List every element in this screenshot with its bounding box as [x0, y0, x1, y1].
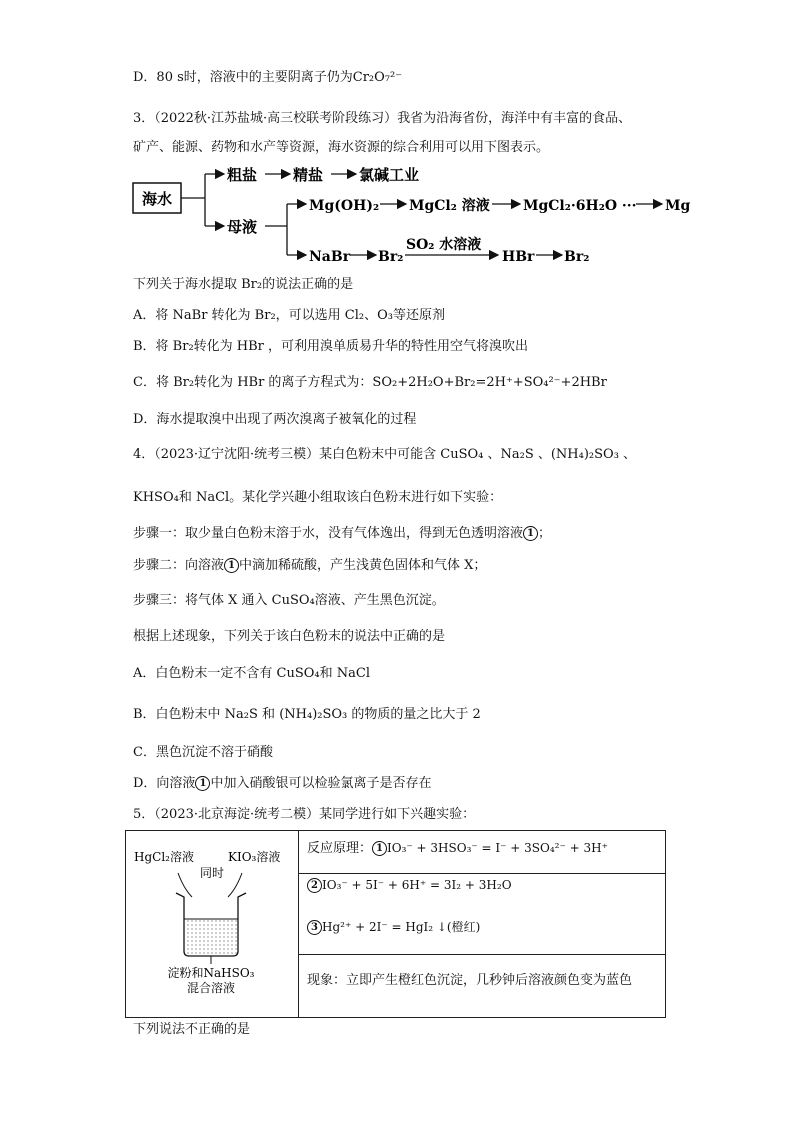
- q4-step2-text-a: 步骤二：向溶液: [133, 558, 225, 573]
- mg-oh2-label: Mg(OH)₂: [309, 198, 380, 214]
- mother-liquor-label: 母液: [227, 218, 258, 236]
- q4-step2-text-b: 中滴加稀硫酸，产生浅黄色固体和气体 X；: [239, 558, 487, 573]
- q3-option-b: B．将 Br₂转化为 HBr ，可利用溴单质易升华的特性用空气将溴吹出: [133, 339, 529, 354]
- q3-option-a: A．将 NaBr 转化为 Br₂，可以选用 Cl₂、O₃等还原剂: [133, 308, 445, 323]
- reaction-2: IO₃⁻ + 5I⁻ + 6H⁺ = 3I₂ + 3H₂O: [322, 878, 512, 892]
- mgcl2-hydrate-label: MgCl₂·6H₂O ···: [523, 198, 637, 214]
- mgcl2-solution-label: MgCl₂ 溶液: [409, 198, 490, 214]
- reaction-1-cell: [299, 831, 666, 874]
- q5-stem: 5．（2023·北京海淀·统考二模）某同学进行如下兴趣实验：: [133, 807, 476, 822]
- q4-stem-line1: 4．（2023·辽宁沈阳·统考三模）某白色粉末中可能含 CuSO₄ 、Na₂S 、(NH₄)₂SO₃ 、: [133, 447, 637, 462]
- phenomenon-text: 现象：立即产生橙红色沉淀，几秒钟后溶液颜色变为蓝色: [307, 973, 633, 988]
- phenomenon-cell: [299, 955, 666, 1018]
- principle-label: 反应原理：: [307, 841, 373, 856]
- nabr-label: NaBr: [309, 249, 351, 265]
- circled-number-1: 1: [224, 558, 239, 573]
- q3-option-d: D．海水提取溴中出现了两次溴离子被氧化的过程: [133, 412, 417, 427]
- hgcl2-label: HgCl₂溶液: [134, 850, 194, 864]
- crude-salt-label: 粗盐: [227, 166, 258, 184]
- q4-option-b: B．白色粉末中 Na₂S 和 (NH₄)₂SO₃ 的物质的量之比大于 2: [133, 707, 481, 722]
- kio3-label: KIO₃溶液: [228, 850, 281, 864]
- q4-step1-text: 步骤一：取少量白色粉末溶于水，没有气体逸出，得到无色透明溶液: [133, 526, 524, 541]
- reaction-3: Hg²⁺ + 2I⁻ = HgI₂ ↓(橙红): [322, 920, 481, 934]
- mixture-label-2: 混合溶液: [186, 981, 236, 995]
- reaction-1: IO₃⁻ + 3HSO₃⁻ = I⁻ + 3SO₄²⁻ + 3H⁺: [387, 841, 608, 855]
- q4-option-d: [133, 775, 431, 793]
- q4-step1: [133, 525, 551, 543]
- circled-number-3: 3: [307, 920, 322, 935]
- mg-label: Mg: [665, 198, 691, 214]
- q4-step3: 步骤三：将气体 X 通入 CuSO₄溶液、产生黑色沉淀。: [133, 593, 445, 608]
- q4-option-d-text-b: 中加入硝酸银可以检验氯离子是否存在: [210, 776, 432, 791]
- mixture-label-1: 淀粉和NaHSO₃: [167, 966, 255, 980]
- q4-option-c: C．黑色沉淀不溶于硝酸: [133, 745, 273, 760]
- q3-question: 下列关于海水提取 Br₂的说法正确的是: [133, 277, 354, 292]
- q4-stem-line2: KHSO₄和 NaCl。某化学兴趣小组取该白色粉末进行如下实验：: [133, 490, 503, 505]
- reaction-2-cell: [299, 874, 666, 915]
- seawater-label: 海水: [141, 190, 173, 208]
- circled-number-2: 2: [307, 878, 322, 893]
- simultaneous-label: 同时: [200, 866, 225, 880]
- q2-option-d: D．80 s时，溶液中的主要阴离子仍为Cr₂O₇²⁻: [133, 70, 403, 85]
- circled-number-1: 1: [372, 841, 387, 856]
- beaker-diagram: [126, 831, 298, 1013]
- q4-step2: [133, 557, 486, 575]
- q5-question: 下列说法不正确的是: [133, 1022, 251, 1037]
- experiment-table: [125, 830, 666, 1018]
- apparatus-cell: [126, 831, 299, 1018]
- reaction-3-cell: [299, 914, 666, 955]
- br2-product-label: Br₂: [564, 249, 590, 265]
- fine-salt-label: 精盐: [293, 166, 324, 184]
- circled-number-1: 1: [523, 526, 538, 541]
- q4-option-d-text-a: D．向溶液: [133, 776, 196, 791]
- q3-stem-line2: 矿产、能源、药物和水产等资源，海水资源的综合利用可以用下图表示。: [133, 140, 550, 155]
- q3-stem-line1: 3．（2022秋·江苏盐城·高三校联考阶段练习）我省为沿海省份，海洋中有丰富的食品、: [133, 111, 632, 126]
- so2-solution-label: SO₂ 水溶液: [406, 237, 482, 253]
- br2-label: Br₂: [378, 249, 404, 265]
- chlor-alkali-label: 氯碱工业: [359, 166, 420, 184]
- q3-option-c: C．将 Br₂转化为 HBr 的离子方程式为：SO₂+2H₂O+Br₂=2H⁺+SO₄²⁻+2HBr: [133, 375, 607, 390]
- circled-number-1: 1: [195, 776, 210, 791]
- q4-question: 根据上述现象，下列关于该白色粉末的说法中正确的是: [133, 629, 446, 644]
- q4-step1-end: ；: [538, 526, 552, 541]
- q4-option-a: A．白色粉末一定不含有 CuSO₄和 NaCl: [133, 666, 370, 681]
- hbr-label: HBr: [502, 249, 535, 265]
